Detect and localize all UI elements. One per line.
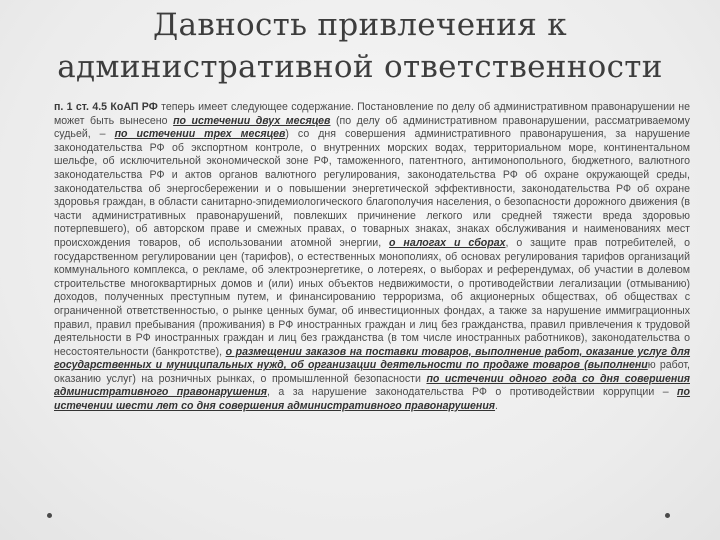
text-segment: ю работ, оказанию услуг) на розничных рынках, о промышленной безопасности <box>54 359 690 385</box>
slide-title <box>20 4 700 88</box>
emphasis-one-year: по истечении одного года со дня совершения административного правонарушения <box>54 372 690 399</box>
text-segment: , а за нарушение законодательства РФ о противодействии коррупции – <box>267 386 678 399</box>
title-line-1: Давность привлечения к <box>153 7 567 43</box>
emphasis-two-months: по истечении двух месяцев <box>173 114 331 127</box>
title-line-2: административной ответственности <box>57 49 663 85</box>
text-segment: , о защите прав потребителей, о государственном регулировании цен (тарифов), о естественных монополиях, об основах регулирования тарифов организаций коммунального комплекса, о рекламе, об электроэнергетике, о лотереях, о выборах и референдумах, об участии в долевом строительстве многоквартирных домов и (или) иных объектов недвижимости, о противодействии легализации (отмыванию) доходов, полученных преступным путем, и финансированию терроризма, об акционерных обществах, об обществах с ограниченной ответственностью, о рынке ценных бумаг, об инвестиционных фондах, а также за нарушение иммиграционных правил, правил пребывания (проживания) в РФ иностранных граждан и лиц без гражданства, правил привлечения к трудовой деятельности в РФ иностранных граждан и лиц без гражданства (в том числе иностранных работников), законодательства о несостоятельности (банкротстве), <box>54 236 691 358</box>
emphasis-six-years: по истечении шести лет со дня совершения административного правонарушения <box>54 386 690 413</box>
text-segment: (по делу об административном правонарушении, рассматриваемому судьей, – <box>54 114 690 141</box>
text-segment: ) со дня совершения административного правонарушения, за нарушение законодательства РФ об экспортном контроле, о внутренних морских водах, территориальном море, континентальном шельфе, об исключительной экономической зоне РФ, таможенного, патентного, антимонопольного, бюджетного, валютного законодательства РФ и актов органов валютного регулирования, законодательства РФ об охране окружающей среды, законодательства об энергосбережении и о повышении энергетической эффективности, законодательства РФ об охране здоровья граждан, в области санитарно-эпидемиологического благополучия населения, о безопасности дорожного движения (в части административных правонарушений, повлекших причинение легкого или средней тяжести вреда здоровью потерпевшего), об авторском праве и смежных правах, о товарных знаках, знаках обслуживания и наименованиях мест происхождения товаров, об использовании атомной энергии, <box>54 128 690 249</box>
emphasis-taxes: о налогах и сборах <box>389 236 506 249</box>
emphasis-three-months: по истечении трех месяцев <box>114 128 286 141</box>
text-segment: теперь имеет следующее содержание. Постановление по делу об административном правонарушении не может быть вынесено <box>54 101 690 127</box>
body-paragraph <box>54 101 690 414</box>
emphasis-procurement: о размещении заказов на поставки товаров, выполнение работ, оказание услуг для государственных и муниципальных нужд, об организации деятельности по продаже товаров (выполнени <box>54 345 691 372</box>
law-reference: п. 1 ст. 4.5 КоАП РФ <box>54 101 158 113</box>
text-segment: . <box>495 400 498 413</box>
bullet-dot-right <box>665 513 670 518</box>
bullet-dot-left <box>47 513 52 518</box>
